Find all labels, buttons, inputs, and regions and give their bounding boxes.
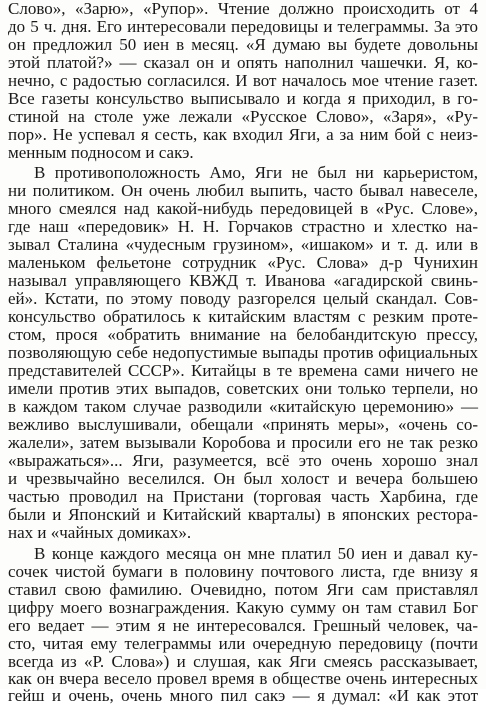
text-line-33: ставил свою фамилию. Очевидно, потом Яги сам приставлял <box>8 580 478 599</box>
text-line-15: маленьком фельетоне сотрудник «Рус. Слова» д-р Чунихин <box>8 253 478 272</box>
text-line-2: до 5 ч. дня. Его интересовали передовицы и телеграммы. За это <box>8 17 478 36</box>
text-line-23: в каждом таком случае разводили «китайскую церемонию» — <box>8 397 478 416</box>
text-line-16: называл управляющего КВЖД т. Иванова «агадирской свинь- <box>8 271 478 290</box>
text-line-19: стом, прося «обратить внимание на белобандитскую прессу, <box>8 325 478 344</box>
text-line-35: его ведает — этим я не интересовался. Грешный человек, ча- <box>8 616 478 635</box>
text-line-32: сочек чистой бумаги в половину почтового листа, где внизу я <box>8 562 478 581</box>
text-line-9: менным подносом и сакэ. <box>8 143 194 162</box>
text-line-38: как он вчера весело провел время в обществе очень интересных <box>8 669 478 688</box>
text-line-5: нечно, с радостью согласился. И вот началось мое чтение газет. <box>8 71 478 90</box>
text-line-11: ни политиком. Он очень любил выпить, часто бывал навеселе, <box>8 181 478 200</box>
text-line-27: и чрезвычайно веселился. Он был холост и вечера большею <box>8 469 478 488</box>
text-line-10: В противоположность Амо, Яги не был ни карьеристом, <box>34 163 478 182</box>
text-line-12: много смеялся над какой-нибудь передовицей в «Рус. Слове», <box>8 199 478 218</box>
text-line-25: жалели», затем вызывали Коробова и просили его не так резко <box>8 433 478 452</box>
text-line-30: нах и «чайных домиках». <box>8 523 192 542</box>
text-line-29: были и Японский и Китайский кварталы) в японских рестора- <box>8 505 478 524</box>
text-line-26: «выражаться»... Яги, разумеется, всё это очень хорошо знал <box>8 451 478 470</box>
text-line-7: стиной на столе уже лежали «Русское Слово», «Заря», «Ру- <box>8 107 478 126</box>
text-line-39: гейш и очень, очень много пил сакэ — я думал: «И как этот <box>8 686 478 705</box>
text-line-36: сто, читая ему телеграммы или очередную передовицу (почти <box>8 634 478 653</box>
text-line-34: цифру моего вознаграждения. Какую сумму он там ставил Бог <box>8 598 478 617</box>
text-line-18: консульство обратилось к китайским властям с резким проте- <box>8 307 478 326</box>
text-line-13: где наш «передовик» Н. Н. Горчаков страстно и хлестко на- <box>8 217 478 236</box>
text-line-37: всегда из «Р. Слова») и слушая, как Яги смеясь рассказывает, <box>8 652 478 671</box>
text-line-1: Слово», «Зарю», «Рупор». Чтение должно происходить от 4 <box>8 0 478 18</box>
text-line-21: представителей СССР». Китайцы в те времена сами ничего не <box>8 361 478 380</box>
text-line-20: позволяющую себе недопустимые выпады против официальных <box>8 343 478 362</box>
text-line-3: он предложил 50 иен в месяц. «Я думаю вы будете довольны <box>8 35 478 54</box>
text-line-6: Все газеты консульство выписывало и когда я приходил, в го- <box>8 89 478 108</box>
text-line-4: этой платой?» — сказал он и опять наполнил чашечки. Я, ко- <box>8 53 478 72</box>
text-line-8: пор». Не успевал я сесть, как входил Яги, а за ним бой с неиз- <box>8 125 478 144</box>
text-line-31: В конце каждого месяца он мне платил 50 иен и давал ку- <box>34 544 478 563</box>
text-line-24: вежливо выслушивали, обещали «принять меры», «очень со- <box>8 415 478 434</box>
text-line-17: ей». Кстати, по этому поводу разгорелся целый скандал. Сов- <box>8 289 478 308</box>
text-line-14: зывал Сталина «чудесным грузином», «ишаком» и т. д. или в <box>8 235 478 254</box>
text-line-22: имели против этих выпадов, советских они только терпели, но <box>8 379 478 398</box>
text-line-28: частью проводил на Пристани (торговая часть Харбина, где <box>8 487 478 506</box>
